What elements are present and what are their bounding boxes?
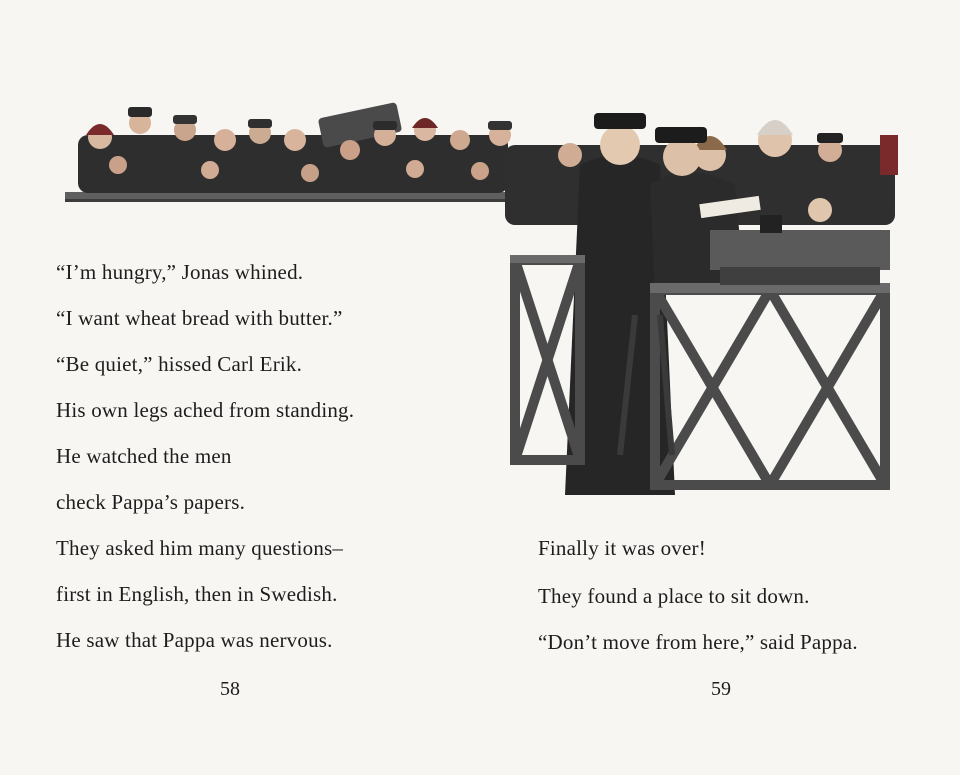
text-line: They found a place to sit down. <box>538 584 810 608</box>
page-number-left: 58 <box>220 678 240 700</box>
text-line: Finally it was over! <box>538 536 706 560</box>
text-line: check Pappa’s papers. <box>56 490 246 514</box>
text-line: “Don’t move from here,” said Pappa. <box>538 630 858 654</box>
text-line: They asked him many questions– <box>56 536 344 560</box>
crowd-at-immigration-desk-illustration <box>60 95 900 495</box>
text-line: He watched the men <box>56 444 232 468</box>
text-line: “I’m hungry,” Jonas whined. <box>56 260 304 284</box>
text-line: first in English, then in Swedish. <box>56 582 338 606</box>
page-number-right: 59 <box>711 678 731 700</box>
text-line: “Be quiet,” hissed Carl Erik. <box>56 352 303 376</box>
text-line: His own legs ached from standing. <box>56 398 355 422</box>
text-line: “I want wheat bread with butter.” <box>56 306 343 330</box>
text-line: He saw that Pappa was nervous. <box>56 628 333 652</box>
